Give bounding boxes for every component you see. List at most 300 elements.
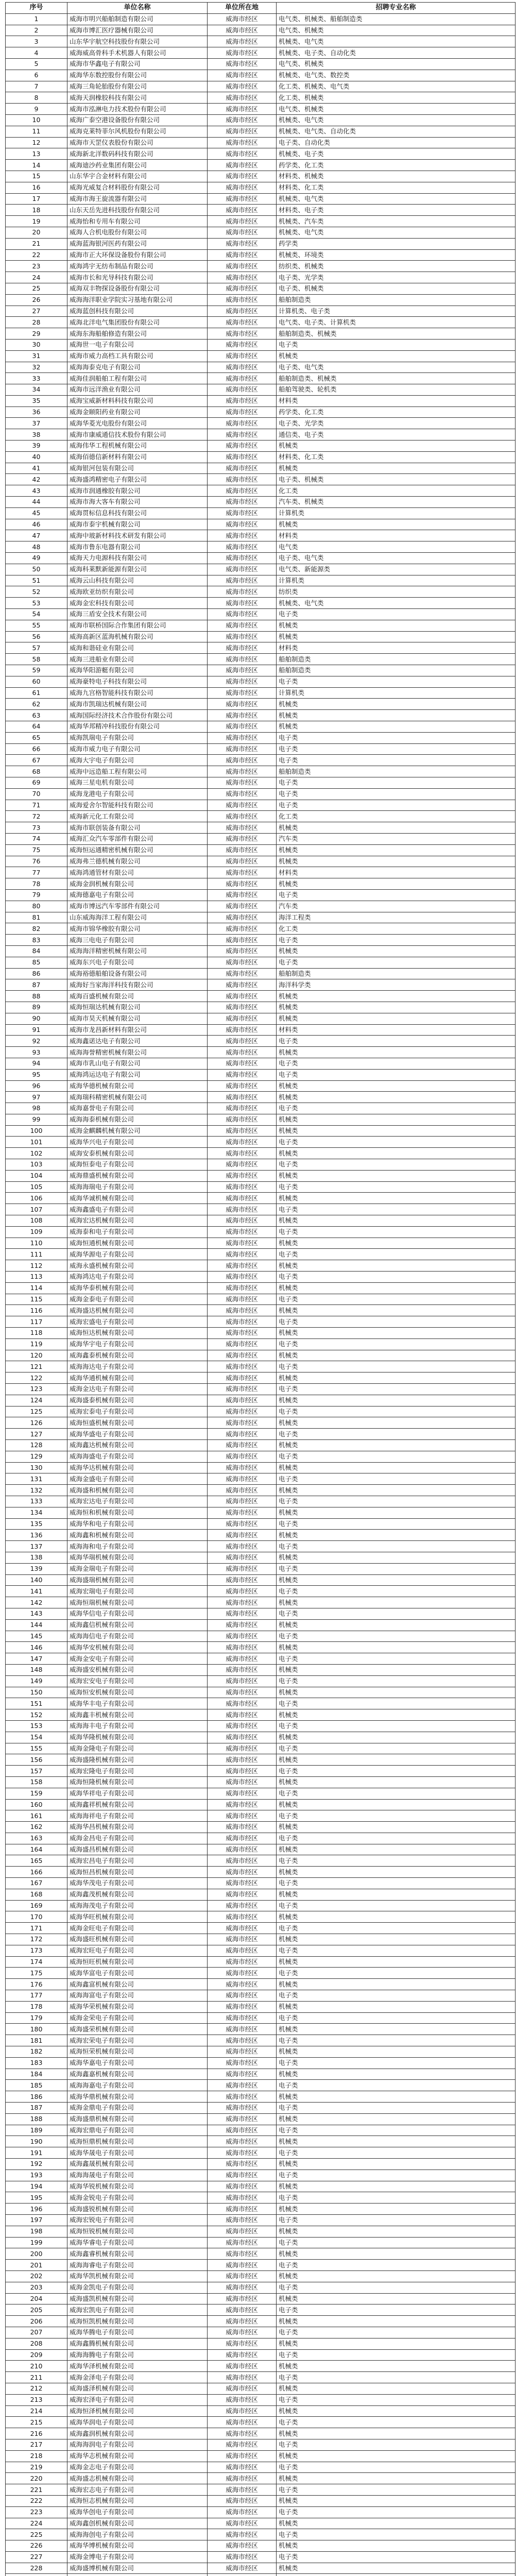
recruit-majors: 材料类 bbox=[277, 642, 516, 654]
table-row bbox=[6, 2518, 516, 2529]
recruit-majors: 机械类 bbox=[277, 350, 516, 362]
recruit-majors: 船舶制造类 bbox=[277, 294, 516, 306]
company-location: 威海市经区 bbox=[208, 463, 277, 474]
row-index: 87 bbox=[6, 979, 67, 991]
recruit-majors: 机械类 bbox=[277, 2113, 516, 2125]
company-location: 威海市经区 bbox=[208, 373, 277, 384]
recruit-majors: 电子类 bbox=[277, 1900, 516, 1911]
company-location: 威海市经区 bbox=[208, 2248, 277, 2260]
table-row bbox=[6, 2270, 516, 2282]
table-row bbox=[6, 451, 516, 463]
recruit-majors: 机械类 bbox=[277, 1597, 516, 1608]
table-row bbox=[6, 497, 516, 508]
company-name: 威海宏志电子有限公司 bbox=[67, 2484, 208, 2496]
row-index: 141 bbox=[6, 1586, 67, 1597]
company-name: 威海鑫诺达电子有限公司 bbox=[67, 1036, 208, 1047]
company-location: 威海市经区 bbox=[208, 1642, 277, 1653]
recruit-majors: 机械类 bbox=[277, 1867, 516, 1878]
recruit-majors: 机械类 bbox=[277, 2518, 516, 2529]
table-row bbox=[6, 2001, 516, 2012]
recruit-majors: 电子类 bbox=[277, 1945, 516, 1956]
company-location: 威海市经区 bbox=[208, 564, 277, 575]
table-row bbox=[6, 1114, 516, 1125]
table-row bbox=[6, 1282, 516, 1294]
table-row bbox=[6, 743, 516, 755]
company-location: 威海市经区 bbox=[208, 1518, 277, 1530]
company-name: 威海恒和机械有限公司 bbox=[67, 1507, 208, 1518]
recruit-majors: 机械类 bbox=[277, 631, 516, 642]
company-name: 威海宏达机械有限公司 bbox=[67, 1215, 208, 1227]
company-name: 威海佰德信新材料有限公司 bbox=[67, 451, 208, 463]
row-index: 42 bbox=[6, 474, 67, 485]
recruit-majors: 电气类、机械类 bbox=[277, 25, 516, 36]
table-row bbox=[6, 2046, 516, 2058]
table-row bbox=[6, 676, 516, 687]
table-row bbox=[6, 148, 516, 160]
company-name: 威海鑫腾机械有限公司 bbox=[67, 2338, 208, 2349]
company-name: 威海鑫创机械有限公司 bbox=[67, 2518, 208, 2529]
recruit-majors: 机械类 bbox=[277, 1642, 516, 1653]
recruit-majors: 电子类 bbox=[277, 2417, 516, 2428]
table-row bbox=[6, 395, 516, 406]
row-index: 140 bbox=[6, 1574, 67, 1586]
header-company: 单位名称 bbox=[67, 3, 208, 14]
table-row bbox=[6, 70, 516, 81]
row-index: 124 bbox=[6, 1395, 67, 1406]
table-row bbox=[6, 1934, 516, 1945]
company-location: 威海市经区 bbox=[208, 945, 277, 957]
recruit-majors: 计算机类 bbox=[277, 507, 516, 519]
company-location: 威海市经区 bbox=[208, 1878, 277, 1889]
company-location: 威海市经区 bbox=[208, 1417, 277, 1429]
table-row bbox=[6, 2248, 516, 2260]
table-row bbox=[6, 541, 516, 553]
table-row bbox=[6, 923, 516, 935]
company-name: 威海华丰电子有限公司 bbox=[67, 1698, 208, 1709]
recruit-majors: 机械类 bbox=[277, 1305, 516, 1316]
header-row bbox=[6, 3, 516, 14]
company-name: 威海安泰机械有限公司 bbox=[67, 1148, 208, 1159]
company-location: 威海市经区 bbox=[208, 1114, 277, 1125]
recruit-majors: 机械类 bbox=[277, 1350, 516, 1361]
company-name: 山东华宇合金材料有限公司 bbox=[67, 171, 208, 182]
row-index: 84 bbox=[6, 945, 67, 957]
recruit-majors: 化工类、机械类、电气类 bbox=[277, 81, 516, 92]
company-location: 威海市经区 bbox=[208, 2282, 277, 2293]
recruit-majors: 电子类 bbox=[277, 1743, 516, 1754]
table-row bbox=[6, 1889, 516, 1900]
company-location: 威海市经区 bbox=[208, 766, 277, 777]
table-row bbox=[6, 2394, 516, 2405]
table-row bbox=[6, 2147, 516, 2159]
recruit-majors: 电子类 bbox=[277, 1429, 516, 1440]
recruit-majors: 电子类 bbox=[277, 957, 516, 968]
recruit-majors: 机械类 bbox=[277, 2046, 516, 2058]
row-index: 178 bbox=[6, 2001, 67, 2012]
company-name: 威海市鲁东电器有限公司 bbox=[67, 541, 208, 553]
company-name: 威海恒志机械有限公司 bbox=[67, 2495, 208, 2506]
company-location: 威海市经区 bbox=[208, 1170, 277, 1181]
company-name: 威海盛鼎机械有限公司 bbox=[67, 2113, 208, 2125]
company-location: 威海市经区 bbox=[208, 743, 277, 755]
table-row bbox=[6, 1631, 516, 1642]
company-location: 威海市经区 bbox=[208, 687, 277, 699]
company-name: 威海盛博机械有限公司 bbox=[67, 2563, 208, 2574]
recruit-majors: 机械类 bbox=[277, 2248, 516, 2260]
company-location: 威海市经区 bbox=[208, 1631, 277, 1642]
row-index: 194 bbox=[6, 2181, 67, 2192]
company-location: 威海市经区 bbox=[208, 1720, 277, 1732]
row-index: 45 bbox=[6, 507, 67, 519]
company-location: 威海市经区 bbox=[208, 474, 277, 485]
company-location: 威海市经区 bbox=[208, 2159, 277, 2170]
table-row bbox=[6, 373, 516, 384]
company-name: 威海海洋精密机械有限公司 bbox=[67, 945, 208, 957]
table-row bbox=[6, 1103, 516, 1114]
table-row bbox=[6, 1159, 516, 1171]
recruit-majors: 电子类 bbox=[277, 777, 516, 788]
table-row bbox=[6, 317, 516, 328]
table-row bbox=[6, 485, 516, 497]
company-location: 威海市经区 bbox=[208, 1361, 277, 1372]
row-index: 199 bbox=[6, 2237, 67, 2248]
table-row bbox=[6, 1956, 516, 1968]
recruit-majors: 机械类 bbox=[277, 2181, 516, 2192]
company-name: 威海三角轮胎股份有限公司 bbox=[67, 81, 208, 92]
recruit-majors: 机械类 bbox=[277, 710, 516, 721]
company-name: 威海华源电子有限公司 bbox=[67, 1249, 208, 1260]
company-name: 威海盛志机械有限公司 bbox=[67, 2473, 208, 2484]
recruit-majors: 电子类 bbox=[277, 1833, 516, 1844]
recruit-majors bbox=[277, 2574, 516, 2576]
table-row bbox=[6, 530, 516, 541]
row-index: 47 bbox=[6, 530, 67, 541]
company-location: 威海市经区 bbox=[208, 1956, 277, 1968]
company-name: 威海鑫祥机械有限公司 bbox=[67, 1799, 208, 1810]
table-row bbox=[6, 1709, 516, 1721]
row-index: 101 bbox=[6, 1137, 67, 1148]
recruit-majors: 机械类 bbox=[277, 1956, 516, 1968]
table-row bbox=[6, 687, 516, 699]
row-index: 93 bbox=[6, 1047, 67, 1058]
company-location: 威海市经区 bbox=[208, 2473, 277, 2484]
table-row bbox=[6, 1080, 516, 1092]
company-location: 威海市经区 bbox=[208, 1238, 277, 1249]
company-name: 威海恒旺机械有限公司 bbox=[67, 1956, 208, 1968]
company-location: 威海市经区 bbox=[208, 1473, 277, 1485]
company-location: 威海市经区 bbox=[208, 1125, 277, 1137]
recruit-majors: 电子类 bbox=[277, 1563, 516, 1574]
row-index: 128 bbox=[6, 1440, 67, 1451]
company-location: 威海市经区 bbox=[208, 160, 277, 171]
recruit-majors: 电子类 bbox=[277, 1406, 516, 1417]
company-location: 威海市经区 bbox=[208, 1709, 277, 1721]
company-location: 威海市经区 bbox=[208, 1911, 277, 1923]
table-row bbox=[6, 1125, 516, 1137]
table-row bbox=[6, 36, 516, 47]
company-name: 威海盛旺机械有限公司 bbox=[67, 1934, 208, 1945]
table-row bbox=[6, 1047, 516, 1058]
company-name: 威海华泰机械有限公司 bbox=[67, 1282, 208, 1294]
recruit-majors: 机械类 bbox=[277, 2405, 516, 2417]
table-row bbox=[6, 25, 516, 36]
row-index: 85 bbox=[6, 957, 67, 968]
table-row bbox=[6, 1013, 516, 1024]
company-name: 威海市昊天机械有限公司 bbox=[67, 1013, 208, 1024]
company-name: 威海金泰电子有限公司 bbox=[67, 1294, 208, 1305]
row-index: 162 bbox=[6, 1822, 67, 1833]
company-location: 威海市经区 bbox=[208, 2506, 277, 2518]
company-name: 威海市远洋渔业有限公司 bbox=[67, 384, 208, 396]
recruit-majors: 电子类 bbox=[277, 1496, 516, 1507]
row-index: 181 bbox=[6, 2035, 67, 2046]
company-location: 威海市经区 bbox=[208, 1069, 277, 1080]
company-location: 威海市经区 bbox=[208, 1754, 277, 1766]
recruit-majors: 机械类 bbox=[277, 1417, 516, 1429]
recruit-majors: 电子类 bbox=[277, 2260, 516, 2271]
recruit-majors: 机械类、环境类 bbox=[277, 249, 516, 261]
table-row bbox=[6, 1788, 516, 1799]
recruit-majors: 机械类 bbox=[277, 1687, 516, 1698]
row-index: 190 bbox=[6, 2136, 67, 2147]
table-row bbox=[6, 844, 516, 856]
table-row bbox=[6, 1642, 516, 1653]
recruit-majors: 机械类 bbox=[277, 1552, 516, 1563]
recruit-majors: 电子类 bbox=[277, 2462, 516, 2473]
company-name: 威海恒昌机械有限公司 bbox=[67, 1867, 208, 1878]
recruit-majors: 材料类、机械类 bbox=[277, 171, 516, 182]
table-row bbox=[6, 1900, 516, 1911]
company-name: 威海盛锐机械有限公司 bbox=[67, 2204, 208, 2215]
row-index: 117 bbox=[6, 1316, 67, 1328]
table-row bbox=[6, 2125, 516, 2136]
company-location: 威海市经区 bbox=[208, 1047, 277, 1058]
row-index: 225 bbox=[6, 2529, 67, 2540]
company-name: 威海恒瑞达机械有限公司 bbox=[67, 1002, 208, 1013]
recruit-majors: 电子类 bbox=[277, 1878, 516, 1889]
table-row bbox=[6, 1249, 516, 1260]
company-name: 威海宏盛电子有限公司 bbox=[67, 1316, 208, 1328]
row-index: 98 bbox=[6, 1103, 67, 1114]
company-location: 威海市经区 bbox=[208, 429, 277, 440]
company-name: 威海市天罡仪表股份有限公司 bbox=[67, 137, 208, 148]
company-name: 威海海和电子有限公司 bbox=[67, 1541, 208, 1552]
company-location: 威海市经区 bbox=[208, 1990, 277, 2002]
table-row bbox=[6, 2170, 516, 2181]
company-name: 威海金瑞电子有限公司 bbox=[67, 1563, 208, 1574]
row-index: 110 bbox=[6, 1238, 67, 1249]
company-name: 威海市正大环保设备股份有限公司 bbox=[67, 249, 208, 261]
row-index: 198 bbox=[6, 2226, 67, 2237]
table-row bbox=[6, 1069, 516, 1080]
row-index: 43 bbox=[6, 485, 67, 497]
row-index: 116 bbox=[6, 1305, 67, 1316]
row-index: 115 bbox=[6, 1294, 67, 1305]
company-location: 威海市经区 bbox=[208, 1249, 277, 1260]
company-location: 威海市经区 bbox=[208, 889, 277, 901]
table-row bbox=[6, 2024, 516, 2035]
company-name: 威海市威力高档工具有限公司 bbox=[67, 350, 208, 362]
table-row bbox=[6, 2574, 516, 2576]
company-location: 威海市经区 bbox=[208, 238, 277, 249]
row-index: 137 bbox=[6, 1541, 67, 1552]
row-index: 179 bbox=[6, 2012, 67, 2024]
recruit-majors: 药学类、化工类 bbox=[277, 160, 516, 171]
company-location: 威海市经区 bbox=[208, 1799, 277, 1810]
company-location: 威海市经区 bbox=[208, 530, 277, 541]
company-name: 威海华邦精冲科技股份有限公司 bbox=[67, 721, 208, 733]
company-location: 威海市经区 bbox=[208, 1159, 277, 1171]
company-location: 威海市经区 bbox=[208, 2024, 277, 2035]
company-name: 威海华凯机械有限公司 bbox=[67, 2270, 208, 2282]
row-index: 144 bbox=[6, 1619, 67, 1631]
company-location: 威海市经区 bbox=[208, 1451, 277, 1462]
table-row bbox=[6, 945, 516, 957]
company-location: 威海市经区 bbox=[208, 1530, 277, 1541]
company-name: 威海克莱特菲尔风机股份有限公司 bbox=[67, 126, 208, 137]
row-index: 145 bbox=[6, 1631, 67, 1642]
recruit-majors: 机械类、电气类 bbox=[277, 227, 516, 238]
row-index: 79 bbox=[6, 889, 67, 901]
company-name: 威海金达电子有限公司 bbox=[67, 1384, 208, 1395]
company-location: 威海市经区 bbox=[208, 2529, 277, 2540]
company-name: 威海华泽机械有限公司 bbox=[67, 2361, 208, 2372]
row-index: 76 bbox=[6, 856, 67, 867]
recruit-majors: 机械类 bbox=[277, 1002, 516, 1013]
company-name: 威海爱舍尔智能科技有限公司 bbox=[67, 800, 208, 811]
table-body bbox=[6, 13, 516, 2576]
company-location: 威海市经区 bbox=[208, 1294, 277, 1305]
table-row bbox=[6, 665, 516, 676]
company-name: 威海大宇电子有限公司 bbox=[67, 755, 208, 766]
company-name: 威海盛凯机械有限公司 bbox=[67, 2293, 208, 2304]
row-index: 77 bbox=[6, 867, 67, 878]
table-row bbox=[6, 283, 516, 294]
table-row bbox=[6, 205, 516, 216]
table-row bbox=[6, 1462, 516, 1473]
table-row bbox=[6, 2159, 516, 2170]
company-name: 威海鑫泰机械有限公司 bbox=[67, 1350, 208, 1361]
company-name: 威海三进船业有限公司 bbox=[67, 654, 208, 665]
company-location: 威海市经区 bbox=[208, 1608, 277, 1619]
company-name: 威海盛泰机械有限公司 bbox=[67, 1395, 208, 1406]
row-index: 86 bbox=[6, 968, 67, 979]
company-location: 威海市经区 bbox=[208, 811, 277, 822]
recruit-majors: 机械类 bbox=[277, 2361, 516, 2372]
row-index: 149 bbox=[6, 1675, 67, 1687]
table-row bbox=[6, 979, 516, 991]
table-row bbox=[6, 732, 516, 743]
recruit-majors: 机械类 bbox=[277, 878, 516, 890]
table-row bbox=[6, 2214, 516, 2226]
row-index: 127 bbox=[6, 1429, 67, 1440]
company-location: 威海市经区 bbox=[208, 362, 277, 373]
company-location: 威海市经区 bbox=[208, 1395, 277, 1406]
company-name: 威海鑫睿机械有限公司 bbox=[67, 2248, 208, 2260]
row-index: 20 bbox=[6, 227, 67, 238]
row-index: 134 bbox=[6, 1507, 67, 1518]
company-location: 威海市经区 bbox=[208, 1384, 277, 1395]
company-location: 威海市经区 bbox=[208, 1024, 277, 1036]
recruit-majors: 机械类 bbox=[277, 1148, 516, 1159]
recruit-majors: 电子类 bbox=[277, 2012, 516, 2024]
company-name: 威海威高骨科手术机器人有限公司 bbox=[67, 47, 208, 59]
company-location: 威海市经区 bbox=[208, 553, 277, 564]
recruit-majors: 电子类 bbox=[277, 1159, 516, 1171]
table-row bbox=[6, 272, 516, 283]
row-index: 22 bbox=[6, 249, 67, 261]
company-name: 威海云山科技有限公司 bbox=[67, 575, 208, 586]
company-location: 威海市经区 bbox=[208, 1080, 277, 1092]
company-name: 威海金锐电子有限公司 bbox=[67, 2192, 208, 2204]
company-location: 威海市经区 bbox=[208, 1181, 277, 1193]
table-row bbox=[6, 553, 516, 564]
table-row bbox=[6, 328, 516, 340]
table-row bbox=[6, 856, 516, 867]
table-row bbox=[6, 609, 516, 620]
row-index: 1 bbox=[6, 13, 67, 25]
row-index: 154 bbox=[6, 1732, 67, 1743]
table-row bbox=[6, 867, 516, 878]
company-name: 威海天力电源科技有限公司 bbox=[67, 553, 208, 564]
company-name: 威海海睿电子有限公司 bbox=[67, 2260, 208, 2271]
table-row bbox=[6, 13, 516, 25]
company-name: 威海三盾安全技术有限公司 bbox=[67, 609, 208, 620]
row-index: 151 bbox=[6, 1698, 67, 1709]
company-name: 威海海腾电子有限公司 bbox=[67, 2349, 208, 2361]
company-location: 威海市经区 bbox=[208, 2080, 277, 2091]
table-row bbox=[6, 2113, 516, 2125]
row-index: 64 bbox=[6, 721, 67, 733]
recruit-majors: 电子类 bbox=[277, 339, 516, 350]
row-index: 138 bbox=[6, 1552, 67, 1563]
row-index: 185 bbox=[6, 2080, 67, 2091]
table-row bbox=[6, 2103, 516, 2114]
table-row bbox=[6, 440, 516, 452]
company-name: 威海市博远汽车零部件有限公司 bbox=[67, 901, 208, 912]
company-name: 威海盛荣机械有限公司 bbox=[67, 2024, 208, 2035]
table-row bbox=[6, 1990, 516, 2002]
recruit-majors: 机械类 bbox=[277, 1260, 516, 1272]
company-location: 威海市经区 bbox=[208, 1810, 277, 1822]
company-location: 威海市经区 bbox=[208, 2361, 277, 2372]
row-index: 30 bbox=[6, 339, 67, 350]
table-header bbox=[6, 3, 516, 14]
row-index: 5 bbox=[6, 58, 67, 70]
company-name: 威海金隆电子有限公司 bbox=[67, 1743, 208, 1754]
row-index: 142 bbox=[6, 1597, 67, 1608]
recruit-majors: 材料类、化工类 bbox=[277, 451, 516, 463]
table-row bbox=[6, 1338, 516, 1350]
company-name: 威海人合机电股份有限公司 bbox=[67, 227, 208, 238]
company-location: 威海市经区 bbox=[208, 182, 277, 193]
company-name: 威海盛达机械有限公司 bbox=[67, 1305, 208, 1316]
recruit-majors: 汽车类、机械类 bbox=[277, 497, 516, 508]
row-index: 132 bbox=[6, 1485, 67, 1496]
company-name: 威海宏泽电子有限公司 bbox=[67, 2394, 208, 2405]
company-location: 威海市经区 bbox=[208, 126, 277, 137]
company-location: 威海市经区 bbox=[208, 47, 277, 59]
recruit-majors: 计算机类 bbox=[277, 687, 516, 699]
recruit-majors: 电气类、电子类、计算机类 bbox=[277, 317, 516, 328]
row-index: 188 bbox=[6, 2113, 67, 2125]
company-location: 威海市经区 bbox=[208, 2237, 277, 2248]
company-location: 威海市经区 bbox=[208, 1036, 277, 1047]
company-location: 威海市经区 bbox=[208, 1923, 277, 1934]
company-location: 威海市经区 bbox=[208, 261, 277, 272]
row-index: 58 bbox=[6, 654, 67, 665]
recruit-majors: 机械类 bbox=[277, 2338, 516, 2349]
